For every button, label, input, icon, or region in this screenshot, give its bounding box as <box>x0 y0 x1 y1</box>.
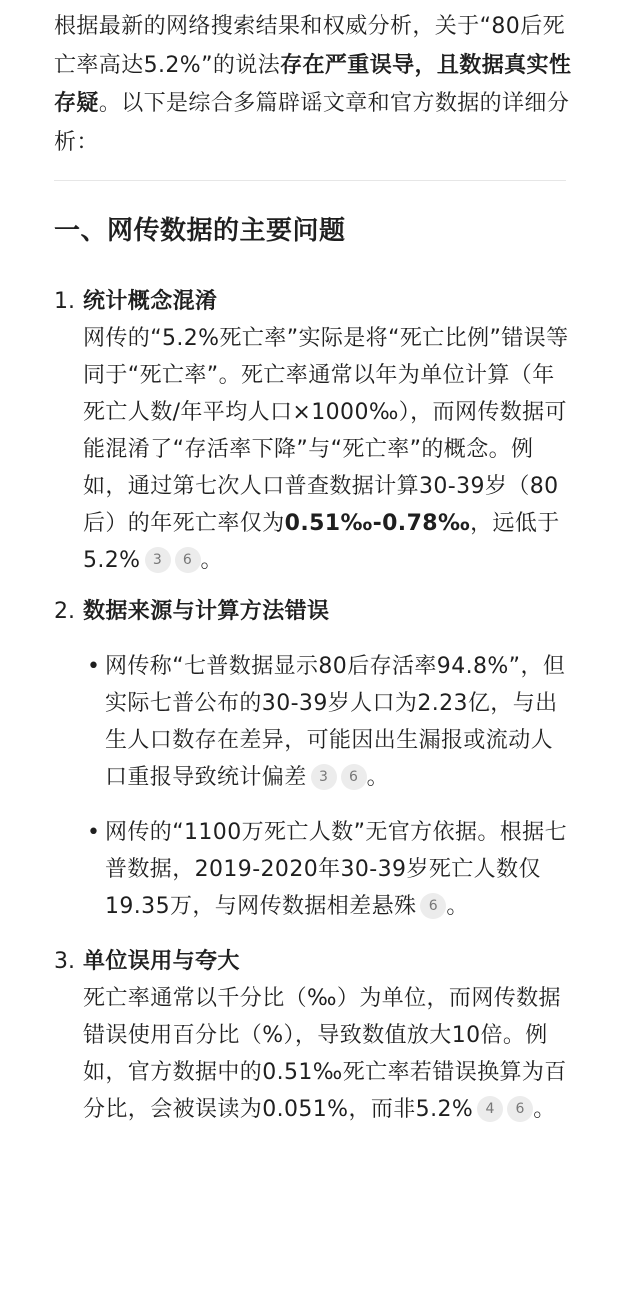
intro-bold-text: 存在严重误导，且数据真实性存疑 <box>54 52 572 116</box>
issue-item-2 <box>54 593 573 925</box>
item-number: 1. <box>54 289 75 314</box>
item-end: 。 <box>533 1097 556 1122</box>
item-end: 。 <box>200 548 223 573</box>
item-number: 3. <box>54 949 75 974</box>
section-heading: 一、网传数据的主要问题 <box>54 216 346 246</box>
citation-badge[interactable]: 3 <box>311 764 337 790</box>
citation-badge[interactable]: 6 <box>175 547 201 573</box>
item-text: 网传的“5.2%死亡率”实际是将“死亡比例”错误等同于“死亡率”。死亡率通常以年为单位计算（年死亡人数/年平均人口×1000‰），而网传数据可能混淆了“存活率下降”与“死亡率”的概念。例如，通过第七次人口普查数据计算30-39岁（80后）的年死亡率仅为 <box>83 326 569 536</box>
intro-text-2: 。以下是综合多篇辟谣文章和官方数据的详细分析： <box>54 91 570 155</box>
bullet-dot-icon: • <box>87 820 101 845</box>
item-number: 2. <box>54 599 75 624</box>
item-text: ，远低于5.2% <box>83 511 560 573</box>
bullet-end: 。 <box>446 894 469 919</box>
item-title: 统计概念混淆 <box>83 289 218 314</box>
issue-item-1 <box>54 283 573 579</box>
section-divider <box>54 180 566 181</box>
citation-badge[interactable]: 3 <box>145 547 171 573</box>
item-body <box>83 320 573 579</box>
citation-badge[interactable]: 6 <box>420 893 446 919</box>
bullet-text: 网传的“1100万死亡人数”无官方依据。根据七普数据，2019-2020年30-39岁死亡人数仅19.35万，与网传数据相差悬殊 <box>105 820 567 919</box>
item-bold-text: 0.51‰-0.78‰ <box>284 511 471 536</box>
bullet-list <box>83 648 573 925</box>
intro-text-1: 根据最新的网络搜索结果和权威分析，关于“80后死亡率高达5.2%”的说法 <box>54 14 565 78</box>
citation-badge[interactable]: 6 <box>341 764 367 790</box>
item-title: 单位误用与夸大 <box>83 949 240 974</box>
bullet-item <box>83 648 573 796</box>
intro-paragraph <box>54 8 573 162</box>
bullet-item <box>83 814 573 925</box>
citation-badge[interactable]: 4 <box>477 1096 503 1122</box>
citation-badge[interactable]: 6 <box>507 1096 533 1122</box>
issue-item-3 <box>54 943 573 1128</box>
item-text: 死亡率通常以千分比（‰）为单位，而网传数据错误使用百分比（%），导致数值放大10倍。例如，官方数据中的0.51‰死亡率若错误换算为百分比，会被误读为0.051%，而非5.2% <box>83 986 567 1122</box>
item-body <box>83 980 573 1128</box>
bullet-dot-icon: • <box>87 654 101 679</box>
bullet-text: 网传称“七普数据显示80后存活率94.8%”，但实际七普公布的30-39岁人口为2.23亿，与出生人口数存在差异，可能因出生漏报或流动人口重报导致统计偏差 <box>105 654 566 790</box>
bullet-end: 。 <box>366 765 390 790</box>
item-title: 数据来源与计算方法错误 <box>83 599 330 624</box>
issue-list <box>54 283 573 1128</box>
